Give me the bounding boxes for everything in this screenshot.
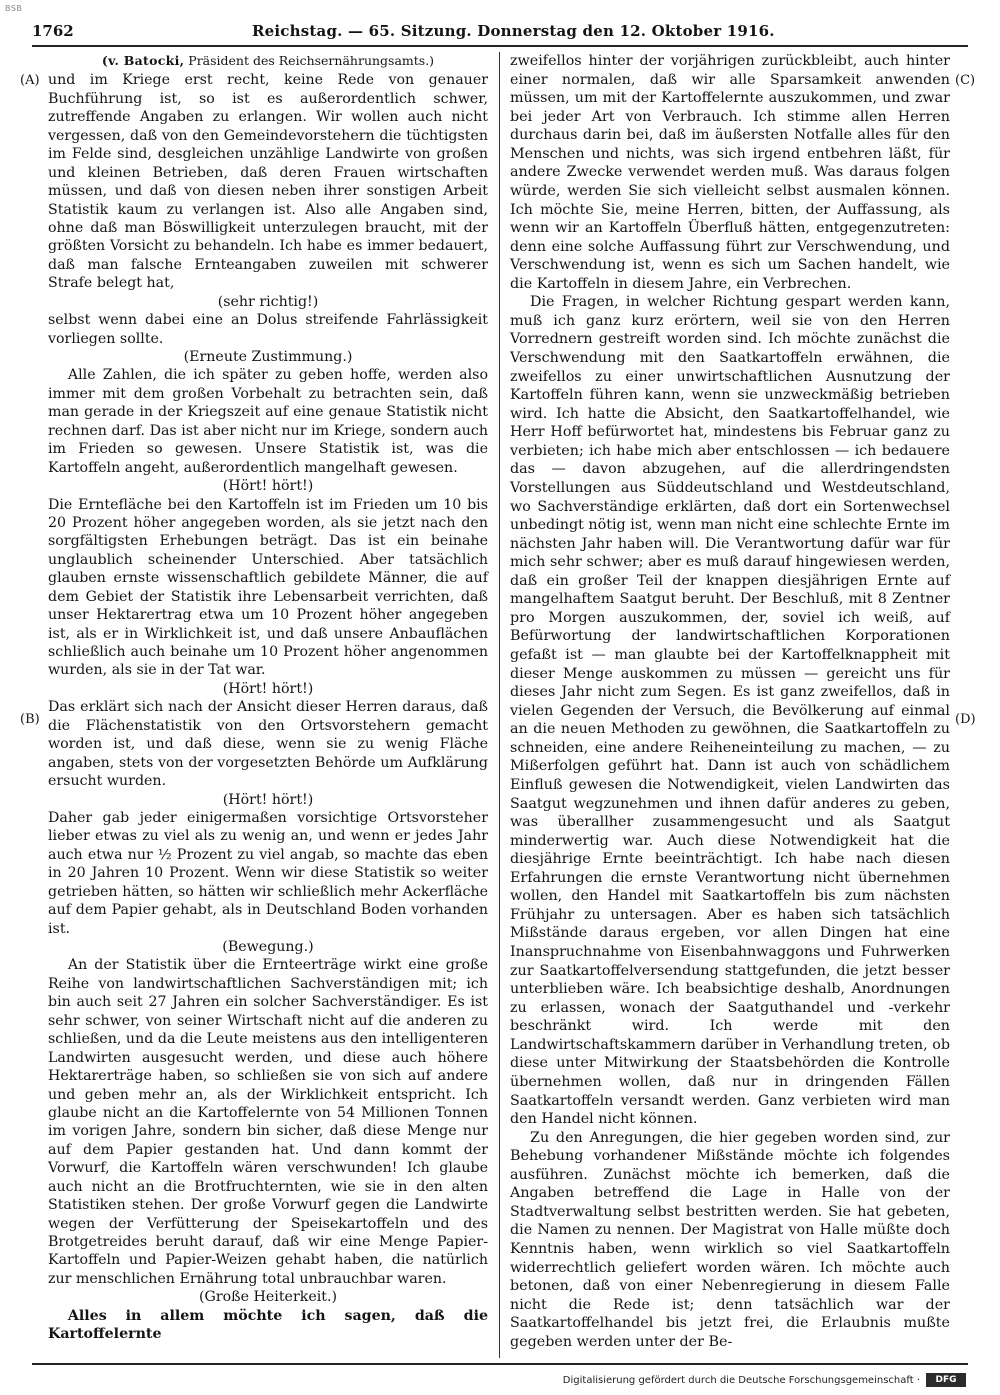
margin-marker-d: (D) [955, 712, 976, 727]
paragraph: Alles in allem möchte ich sagen, daß die Kartoffelernte [48, 1307, 488, 1343]
paragraph: Die Erntefläche bei den Kartoffeln ist im Frieden um 10 bis 20 Prozent höher angegeben worden, als sie jetzt nach den sorgfältigsten Erhebungen beträgt. Das ist ein beinahe unglaublich scheinender Unterschied. Aber tatsächlich glauben ernste wissenschaftlich gebildete Männer, die auf dem Gebiet der Statistik ihre Lebensarbeit verrichten, daß unser Hektarertrag etwa um 10 Prozent höher angegeben ist, als er in Wirklichkeit ist, und daß unsere Anbauflächen schließlich auch beinahe um 10 Prozent höher angenommen wurden, als sie in der Tat war. [48, 496, 488, 679]
column-divider [499, 52, 500, 1358]
interjection: (Hört! hört!) [222, 680, 314, 697]
header-rule [32, 45, 968, 47]
speaker-attribution [48, 52, 488, 70]
paragraph: Daher gab jeder einigermaßen vorsichtige Ortsvorsteher lieber etwas zu viel als zu wenig an, und wenn er jedes Jahr auch etwa nur ½ Prozent zu viel angab, so machte das eben in 20 Jahren 10 Prozent. Wenn wir diese Statistik so weiter getrieben hätten, so hätten wir schließlich mehr Ackerfläche auf dem Papier gehabt, als in Deutschland Boden vorhanden ist. [48, 809, 488, 937]
margin-marker-c: (C) [955, 73, 976, 88]
library-mark: BSB [5, 4, 23, 13]
interjection: (Erneute Zustimmung.) [183, 349, 353, 365]
header-title: Reichstag. — 65. Sitzung. Donnerstag den 12. Oktober 1916. [252, 22, 775, 40]
right-column [510, 52, 950, 1351]
digitization-credit: Digitalisierung gefördert durch die Deutsche Forschungsgemeinschaft · [562, 1375, 920, 1386]
paragraph: zweifellos hinter der vorjährigen zurückbleibt, auch hinter einer normalen, daß wir alle Sparsamkeit anwenden müssen, um mit der Kartoffelernte auszukommen, und zwar bei jeder Art von Verbrauch. Ich stimme allen Herren durchaus darin bei, daß im äußersten Notfalle alles für den Menschen und nichts, was sich irgend entbehren läßt, für andere Zwecke verwendet werden muß. Was daraus folgen würde, werden Sie sich vielleicht selbst ausmalen können. Ich möchte Sie, meine Herren, bitten, der Auffassung, als wenn wir an Kartoffeln Überfluß hätten, entgegenzutreten: denn eine solche Auffassung führt zur Verschwendung, und Verschwendung ist, wenn es sich um Sachen handelt, wie die Kartoffeln in diesem Jahre, ein Verbrechen. [510, 53, 950, 292]
footer-rule [32, 1363, 968, 1365]
interjection: (Bewegung.) [222, 939, 314, 955]
interjection: (Hört! hört!) [222, 478, 314, 495]
paragraph: Die Fragen, in welcher Richtung gespart werden kann, muß ich ganz kurz erörtern, weil sie von den Herren Vorrednern gestreift worden sind. Ich möchte zunächst die Verschwendung mit den Saatkartoffeln erwähnen, die zweifellos zu einer unwirtschaftlichen Ausnutzung der Kartoffeln führen kann, wenn sie unzweckmäßig betrieben wird. Ich hatte die Absicht, den Saatkartoffelhandel, wie Herr Hoff befürwortet hat, mindestens bis Februar ganz zu verbieten; ich habe mich aber entschlossen — ich bedauere das — davon abzugehen, auf die allerdringendsten Vorstellungen aus Süddeutschland und Westdeutschland, wo Sachverständige erklärten, daß dort ein Sortenwechsel unbedingt nötig ist, wenn man nicht eine schlechte Ernte im nächsten Jahr haben will. Die Verantwortung dafür war für mich sehr schwer; aber es muß darauf hingewiesen werden, daß ein großer Teil der knappen diesjährigen Ernte auf mangelhaftem Saatgut beruht. Der Beschluß, mit 8 Zentner pro Morgen auszukommen, der, soviel ich weiß, auf Befürwortung der landwirtschaftlichen Korporationen gefaßt ist — man glaubte bei der Kartoffelknappheit mit dieser Menge auskommen zu müssen — gereicht uns für dieses Jahr nicht zum Segen. Es ist ganz zweifellos, daß in vielen Gegenden der Versuch, die Bevölkerung auf einmal an die neuen Methoden zu gewöhnen, die Saatkartoffeln zu schneiden, eine andere Reiheneinteilung zu machen, — zu Mißerfolgen geführt hat. Dann ist auch von schädlichem Einfluß gewesen die Notwendigkeit, vielen Landwirten das Saatgut wegzunehmen und ihnen dafür anderes zu geben, was überallher zusammengesucht und als Saatgut minderwertig war. Auch diese Notwendigkeit hat die diesjährige Ernte beeinträchtigt. Ich habe nach diesen Erfahrungen die ernste Verantwortung nicht übernehmen wollen, den Handel mit Saatkartoffeln bis zum nächsten Frühjahr zu untersagen. Aber es haben sich tatsächlich Mißstände daraus ergeben, vor allen Dingen hat eine Inanspruchnahme von Eisenbahnwaggons und Fuhrwerken zur Saatkartoffelversendung stattgefunden, die jetzt besser unterblieben wäre. Ich beabsichtige deshalb, Anordnungen zu erlassen, wonach der Saatguthandel und -verkehr beschränkt wird. Ich werde mit den Landwirtschaftskammern darüber in Verhandlung treten, ob diese unter Mitwirkung der Staatsbehörden die Kontrolle übernehmen wollen, daß nur in dringenden Fällen Saatkartoffeln versandt werden. Ganz verbieten wird man den Handel nicht können. [510, 294, 950, 1128]
interjection: (Große Heiterkeit.) [198, 1289, 338, 1306]
margin-marker-a: (A) [20, 73, 40, 88]
paragraph: An der Statistik über die Ernteerträge wirkt eine große Reihe von landwirtschaftlichen Sachverständigen mit; ich bin auch seit 27 Jahren ein solcher Sachverständiger. Es ist sehr schwer, von seiner Wirtschaft nicht auf die anderen zu schließen, und da die Leute meistens aus den intelligenteren Landwirten ausgesucht werden, und diese auch höhere Hektarerträge haben, so schließen sie von sich auf andere und geben mehr an, als der Wirklichkeit entspricht. Ich glaube nicht an die Kartoffelernte von 54 Millionen Tonnen im vorigen Jahre, sondern bin sicher, daß diese Menge nur auf dem Papier gestanden hat. Und dann kommt der Vorwurf, die Kartoffeln wären verschwunden! Ich glaube auch nicht an die Brotfruchternten, wie sie in den alten Statistiken stehen. Der große Vorwurf gegen die Landwirte wegen der Verfütterung der Speisekartoffeln und des Brotgetreides beruht darauf, daß wir eine Menge Papier-Kartoffeln und Papier-Weizen gehabt haben, die natürlich zur menschlichen Ernährung total unbrauchbar waren. [48, 957, 488, 1287]
paragraph: und im Kriege erst recht, keine Rede von genauer Buchführung ist, so ist es außerordentlich schwer, zutreffende Angaben zu erlangen. Wir wollen auch nicht vergessen, daß von den Gemeindevorstehern die tüchtigsten im Felde sind, desgleichen unzählige Landwirte von großen und kleinen Betrieben, daß deren Frauen wirtschaften müssen, und daß von diesen neben ihrer sonstigen Arbeit Statistik kaum zu verlangen ist. Also alle Angaben sind, ohne daß man Böswilligkeit unterzulegen braucht, mit der größten Vorsicht zu behandeln. Ich habe es immer bedauert, daß man falsche Ernteangaben zuweilen mit schwerer Strafe belegt hat, [48, 72, 488, 292]
speaker-name: (v. Batocki, [101, 53, 185, 68]
page-header [32, 22, 968, 42]
left-column [48, 52, 488, 1344]
paragraph: Zu den Anregungen, die hier gegeben worden sind, zur Behebung vorhandener Mißstände möchte ich folgendes ausführen. Zunächst möchte ich bemerken, daß die Angaben betreffend die Lage in Halle von der Stadtverwaltung selbst bestritten werden. Sie hat gebeten, die Namen zu nennen. Der Magistrat von Halle müßte doch Kenntnis haben, wenn wirklich so viel Saatkartoffeln widerrechtlich geliefert worden wären. Ich möchte auch betonen, daß von einer Nebenregierung in diesem Falle nicht die Rede ist; denn tatsächlich war der Saatkartoffelhandel bis jetzt frei, die Erlaubnis mußte gegeben werden unter der Be- [510, 1129, 950, 1350]
paragraph: Das erklärt sich nach der Ansicht dieser Herren daraus, daß die Flächenstatistik von den Ortsvorstehern gemacht worden ist, und daß diese, wenn sie zu wenig Fläche angaben, stets von der vorgesetzten Behörde um Aufklärung ersucht wurden. [48, 699, 488, 790]
speaker-role: Präsident des Reichsernährungsamts.) [188, 53, 435, 68]
paragraph: Alle Zahlen, die ich später zu geben hoffe, werden also immer mit dem großen Vorbehalt zu betrachten sein, daß man gerade in der Kriegszeit auf eine genaue Statistik nicht rechnen darf. Das ist aber nicht nur im Kriege, sondern auch im Frieden so gewesen. Unsere Statistik ist, was die Kartoffeln angeht, außerordentlich mangelhaft gewesen. [48, 367, 488, 476]
margin-marker-b: (B) [20, 712, 40, 727]
interjection: (Hört! hört!) [222, 791, 314, 808]
dfg-logo: DFG [926, 1373, 966, 1387]
interjection: (sehr richtig!) [217, 293, 319, 310]
paragraph: selbst wenn dabei eine an Dolus streifende Fahrlässigkeit vorliegen sollte. [48, 312, 488, 347]
page-number: 1762 [32, 22, 74, 40]
